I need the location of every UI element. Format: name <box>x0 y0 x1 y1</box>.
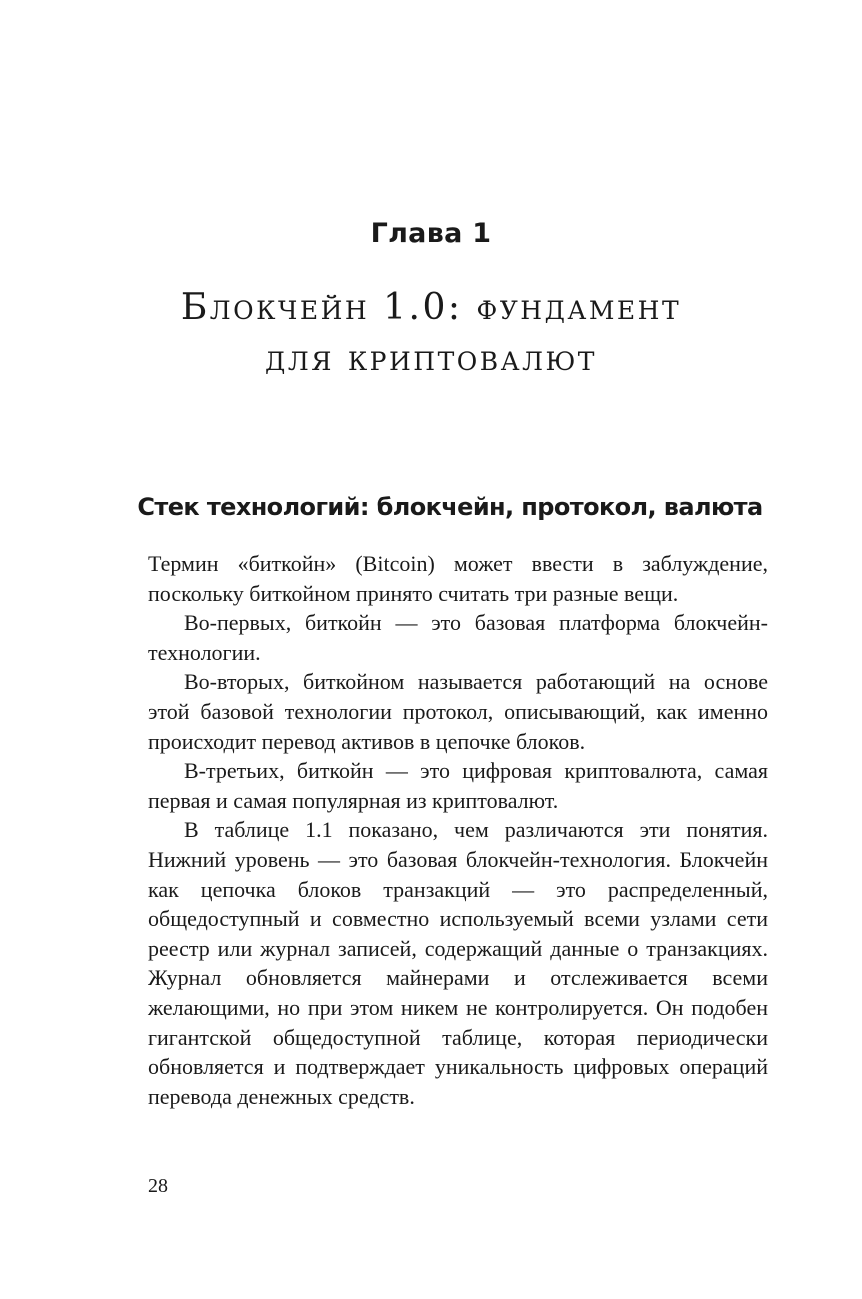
chapter-title-line-1: Блокчейн 1.0: фундамент <box>180 287 682 328</box>
paragraph-5: В таблице 1.1 показано, чем различаются эти понятия. Нижний уровень — это базовая блокчейн-технология. Блокчейн как цепочка блоков транзакций — это распределенный, общедоступный и совместно используемый всеми узлами сети реестр или журнал записей, содержащий данные о транзакциях. Журнал обновляется майнерами и отслеживается всеми желающими, но при этом никем не контролируется. Он подобен гигантской общедоступной таблице, которая периодически обновляется и подтверждает уникальность цифровых операций перевода денежных средств. <box>148 817 768 1109</box>
paragraph-2: Во-первых, биткойн — это базовая платформа блокчейн-технологии. <box>148 610 768 665</box>
body-text <box>148 549 768 1111</box>
chapter-label: Глава 1 <box>370 218 492 249</box>
paragraph-1: Термин «биткойн» (Bitcoin) может ввести в заблуждение, поскольку биткойном принято считать три разные вещи. <box>148 551 768 606</box>
page-number: 28 <box>148 1175 168 1197</box>
chapter-title-line-2: для криптовалют <box>265 338 597 379</box>
chapter-title <box>110 282 752 384</box>
paragraph-4: В-третьих, биткойн — это цифровая криптовалюта, самая первая и самая популярная из криптовалют. <box>148 758 768 813</box>
paragraph-3: Во-вторых, биткойном называется работающий на основе этой базовой технологии протокол, описывающий, как именно происходит перевод активов в цепочке блоков. <box>148 669 768 754</box>
section-heading: Стек технологий: блокчейн, протокол, валюта <box>137 493 763 521</box>
